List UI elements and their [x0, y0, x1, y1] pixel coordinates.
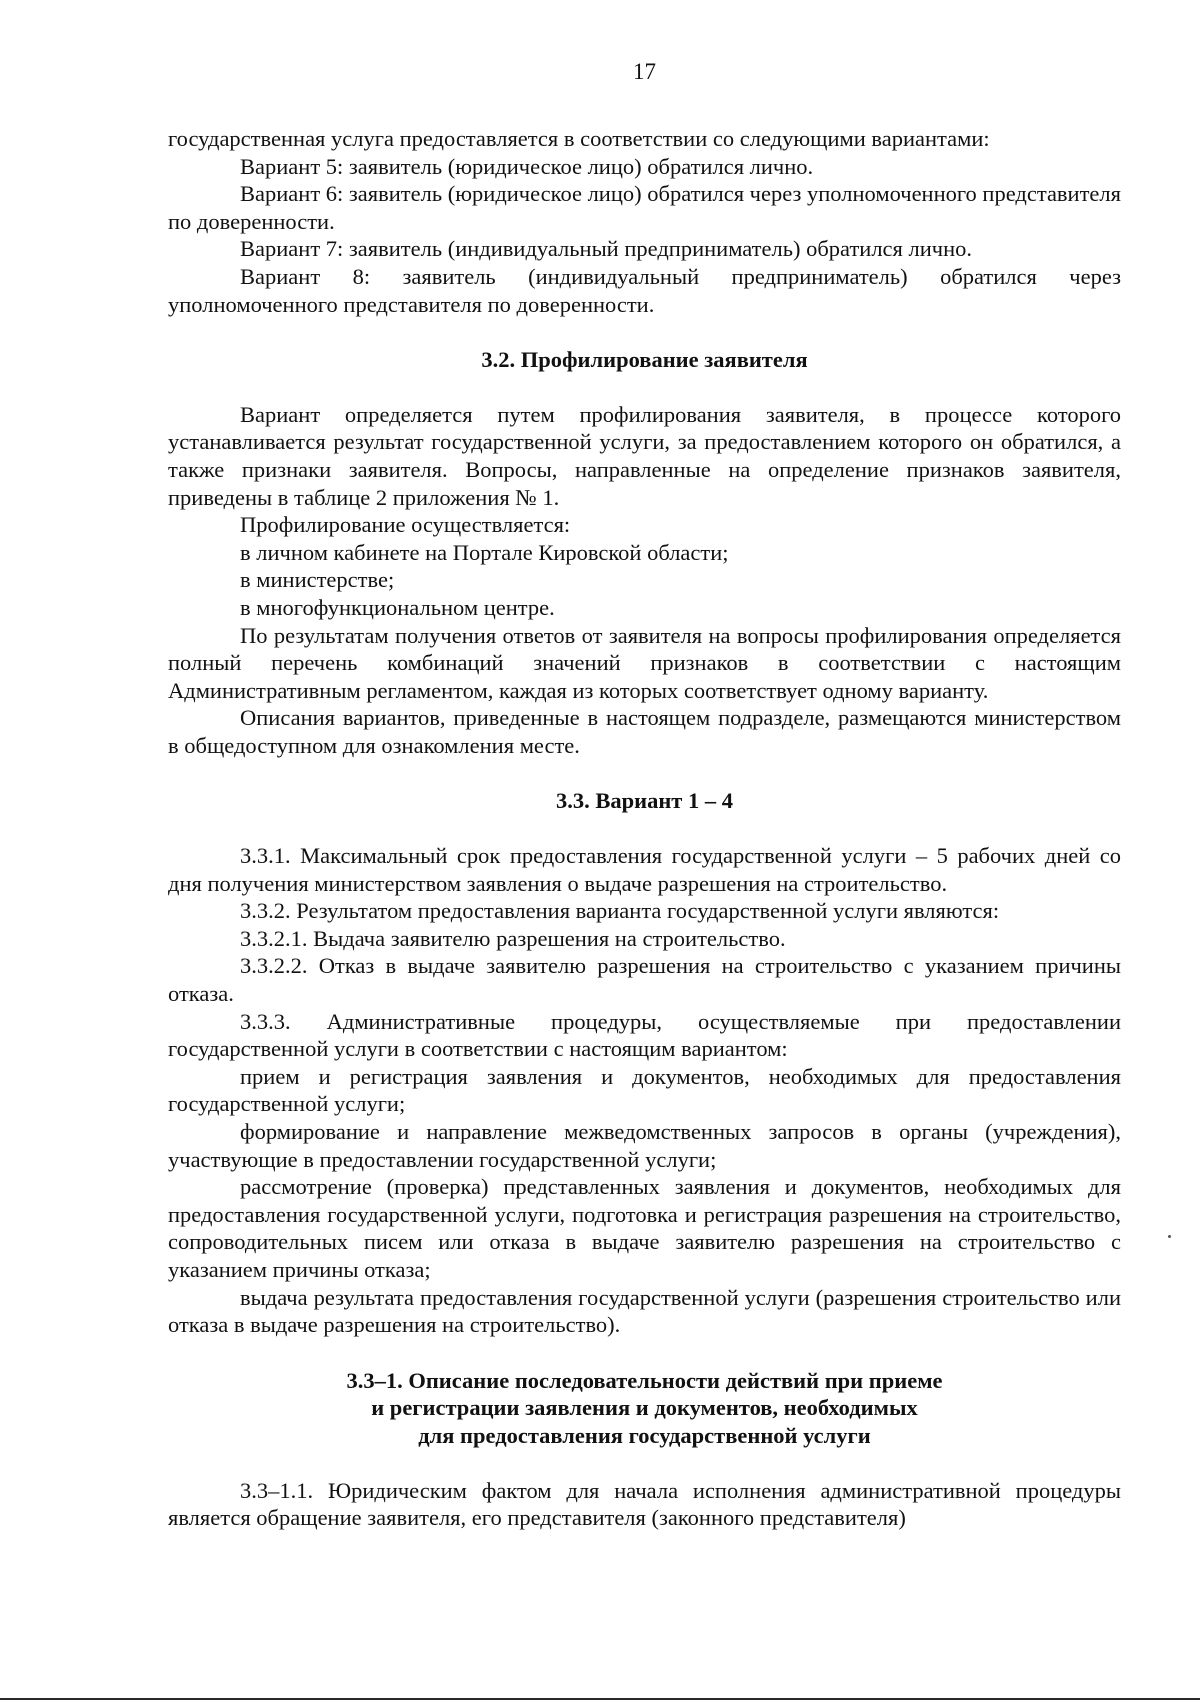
paragraph: 3.3.2.2. Отказ в выдаче заявителю разрешения на строительство с указанием причины отказа. — [168, 953, 1121, 1007]
paragraph-variant-6: Вариант 6: заявитель (юридическое лицо) обратился через уполномоченного представителя по доверенности. — [168, 181, 1121, 234]
document-body — [168, 125, 1121, 1532]
section-heading-3-2: 3.2. Профилирование заявителя — [481, 347, 808, 373]
section-heading-3-3: 3.3. Вариант 1 – 4 — [555, 788, 733, 814]
heading-line: 3.3–1. Описание последовательности действий при приеме — [346, 1367, 943, 1393]
scan-edge-line — [0, 1698, 1200, 1700]
heading-line: для предоставления государственной услуги — [418, 1422, 871, 1448]
paragraph-continuation: государственная услуга предоставляется в соответствии со следующими вариантами: — [168, 126, 990, 151]
paragraph: Профилирование осуществляется: — [240, 512, 571, 538]
paragraph: 3.3.2.1. Выдача заявителю разрешения на строительство. — [240, 925, 786, 951]
heading-line: и регистрации заявления и документов, необходимых — [371, 1395, 918, 1421]
paragraph-variant-8: Вариант 8: заявитель (индивидуальный предприниматель) обратился через уполномоченного представителя по доверенности. — [168, 263, 1121, 317]
paragraph: 3.3.2. Результатом предоставления варианта государственной услуги являются: — [240, 898, 1000, 924]
paragraph: Описания вариантов, приведенные в настоящем подразделе, размещаются министерством в общедоступном для ознакомления месте. — [168, 705, 1121, 758]
list-item: выдача результата предоставления государственной услуги (разрешения строительство или отказа в выдаче разрешения на строительство). — [168, 1284, 1121, 1338]
list-item: прием и регистрация заявления и документов, необходимых для предоставления государственной услуги; — [168, 1063, 1121, 1117]
list-item: рассмотрение (проверка) представленных заявления и документов, необходимых для предоставления государственной услуги, подготовка и регистрация разрешения на строительство, сопроводительных писем или отказа в выдаче заявителю разрешения на строительство с указанием причины отказа; — [168, 1174, 1121, 1282]
paragraph-variant-5: Вариант 5: заявитель (юридическое лицо) обратился лично. — [240, 153, 814, 179]
paragraph: Вариант определяется путем профилирования заявителя, в процессе которого устанавливается результат государственной услуги, за предоставлением которого он обратился, а также признаки заявителя. Вопросы, направленные на определение признаков заявителя, приведены в таблице 2 приложения № 1. — [168, 401, 1121, 510]
paragraph: 3.3.3. Административные процедуры, осуществляемые при предоставлении государственной услуги в соответствии с настоящим вариантом: — [168, 1008, 1121, 1062]
scan-speck — [1168, 1235, 1171, 1238]
list-item: формирование и направление межведомственных запросов в органы (учреждения), участвующие в предоставлении государственной услуги; — [168, 1119, 1121, 1172]
paragraph: По результатам получения ответов от заявителя на вопросы профилирования определяется полный перечень комбинаций значений признаков в соответствии с настоящим Административным регламентом, каждая из которых соответствует одному варианту. — [168, 622, 1121, 703]
section-heading-3-3-1 — [168, 1367, 1121, 1450]
list-item: в министерстве; — [240, 567, 395, 593]
list-item: в многофункциональном центре. — [240, 594, 555, 620]
list-item: в личном кабинете на Портале Кировской области; — [240, 539, 729, 565]
page-number: 17 — [633, 59, 656, 84]
paragraph-variant-7: Вариант 7: заявитель (индивидуальный предприниматель) обратился лично. — [240, 236, 973, 262]
paragraph: 3.3–1.1. Юридическим фактом для начала исполнения административной процедуры является обращение заявителя, его представителя (законного представителя) — [168, 1477, 1121, 1531]
paragraph: 3.3.1. Максимальный срок предоставления государственной услуги – 5 рабочих дней со дня получения министерством заявления о выдаче разрешения на строительство. — [168, 843, 1121, 896]
